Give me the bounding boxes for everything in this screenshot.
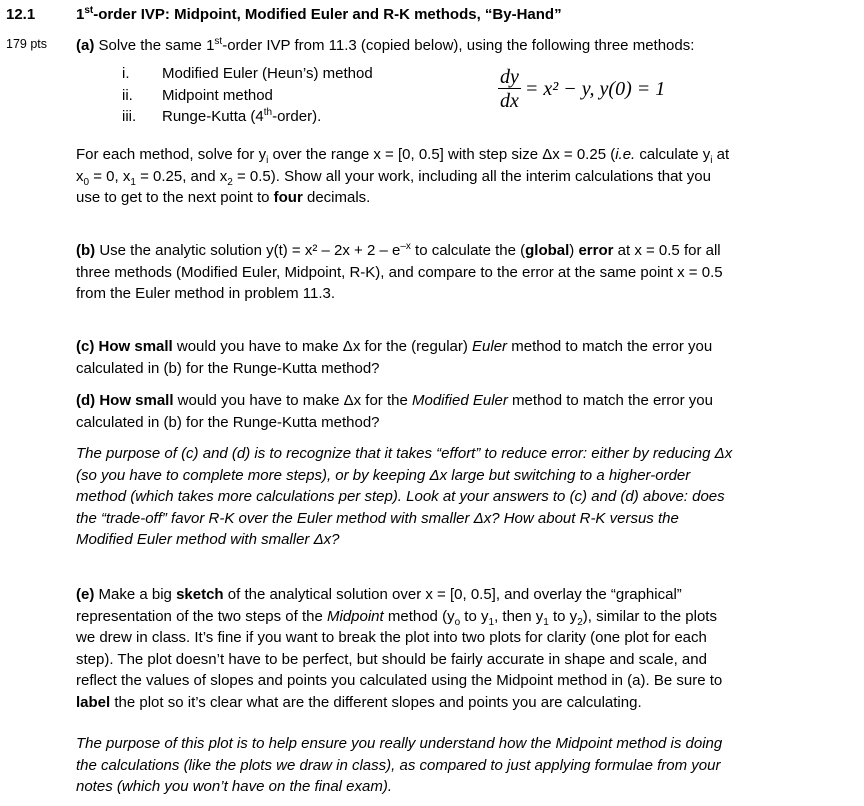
part-a-paragraph: For each method, solve for $y_i$ over the range x = [0, 0.5] with step size Δx = 0.25 (i.e. calculate $y_i$ at $x_0 = 0$, $x_1 = 0.25$, and $x_2 = 0.5$). Show all your work, including all the interim calculations that you use to get to the next point to four decimals. — [76, 146, 730, 206]
method-item: ii. Midpoint method — [122, 86, 273, 104]
purpose-note-1: The purpose of (c) and (d) is to recognize that it takes “effort” to reduce error: either by reducing Δx (so you have to complete more steps), or by keeping Δx large but switching to a higher-order method (which takes more calculations per step). Look at your answers to (c) and (d) above: does the “trade-off” favor R-K over the Euler method with smaller Δx? How about R-K versus the Modified Euler method with smaller Δx? — [76, 445, 733, 548]
part-e-label: (e) — [76, 586, 95, 603]
part-d: (d) How small would you have to make Δx for the Modified Euler method to match the error you calculated in (b) for the Runge-Kutta method? — [76, 392, 713, 431]
problem-title: 1st-order IVP: Midpoint, Modified Euler and R-K methods, “By-Hand” — [76, 5, 562, 23]
purpose-note-2: The purpose of this plot is to help ensure you really understand how the Midpoint method is doing the calculations (like the plots we draw in class), as compared to just applying formulae from your notes (which you won’t have on the final exam). — [76, 735, 723, 795]
part-a-label: (a) — [76, 37, 95, 54]
ivp-equation: $\frac{dy}{dx}$ = x² − y, y(0) = 1 — [500, 66, 666, 112]
part-d-label: (d) — [76, 392, 96, 409]
method-item: iii. Runge-Kutta (4th-order). — [122, 107, 322, 125]
part-c: (c) How small would you have to make Δx for the (regular) Euler method to match the error you calculated in (b) for the Runge-Kutta method? — [76, 338, 713, 377]
part-c-label: (c) — [76, 338, 95, 355]
part-e: (e) Make a big sketch of the analytical solution over x = [0, 0.5], and overlay the “graphical” representation of the two steps of the Midpoint method ($y_o$ to $y_1$, then $y_1$ to $y_2$), similar to the plots we drew in class. It’s fine if you want to break the plot into two plots for clarity (one plot for each step). The plot doesn’t have to be perfect, but should be fairly accurate in shape and scale, and reflect the values of slopes and points you calculated using the Midpoint method in (a). Be sure to label the plot so it’s clear what are the different slopes and points you are calculating. — [76, 586, 723, 711]
part-b: (b) Use the analytic solution $y(t) = x^2 - 2x + 2 - e^{-x}$ to calculate the (global) error at x = 0.5 for all three methods (Modified Euler, Midpoint, R-K), and compare to the error at the same point x = 0.5 from the Euler method in problem 11.3. — [76, 241, 723, 302]
methods-list — [122, 63, 373, 128]
problem-number: 12.1 — [6, 6, 36, 23]
method-item: i. Modified Euler (Heun’s) method — [122, 65, 373, 82]
part-b-label: (b) — [76, 242, 96, 259]
derivative-fraction: $\frac{dy}{dx}$ — [500, 66, 519, 112]
points-label: 179 pts — [6, 37, 48, 51]
part-a-intro: (a) Solve the same 1st-order IVP from 11.3 (copied below), using the following three methods: — [76, 36, 695, 54]
